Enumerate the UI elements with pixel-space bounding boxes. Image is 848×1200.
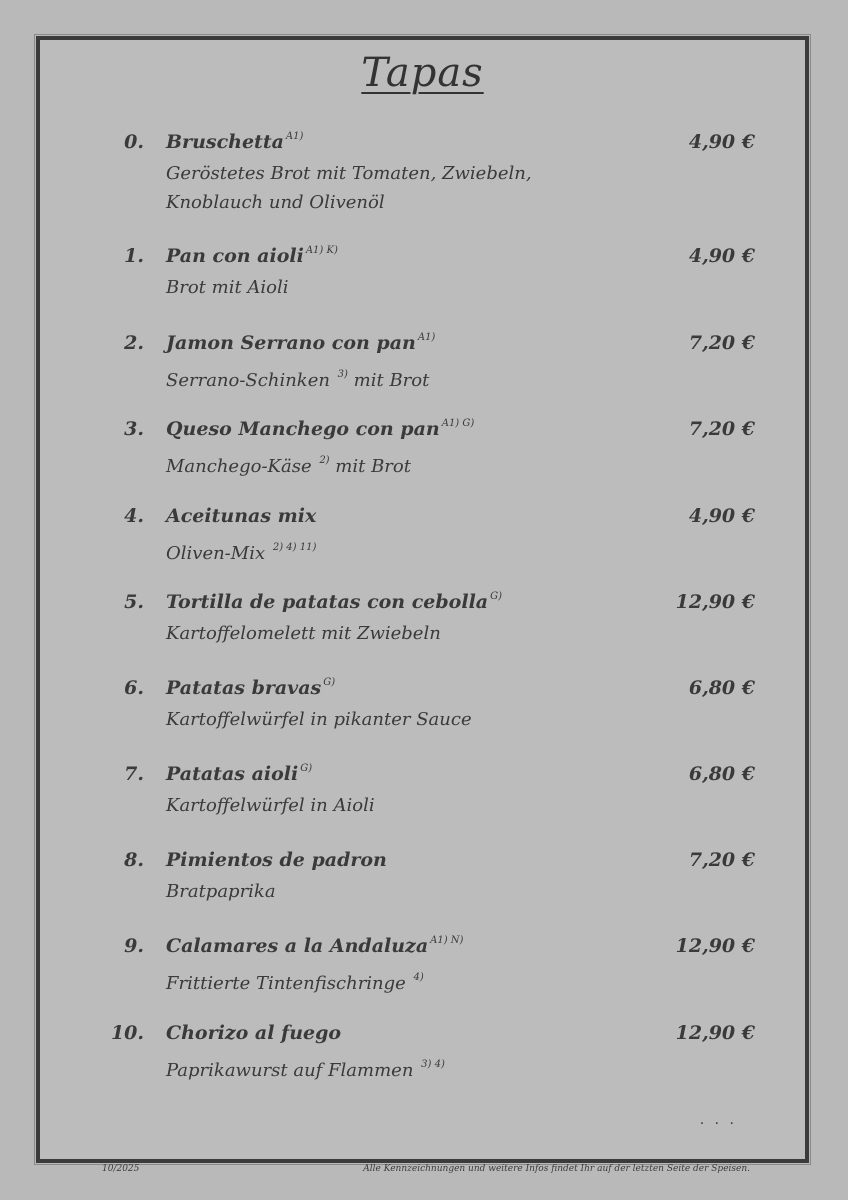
item-name-text: Pan con aioli — [166, 245, 304, 267]
item-name — [166, 1022, 341, 1044]
item-name — [166, 591, 502, 613]
item-name-text: Aceitunas mix — [166, 505, 317, 527]
item-description: Kartoffelomelett mit Zwiebeln — [166, 623, 441, 644]
description-text: Paprikawurst auf Flammen — [166, 1060, 420, 1081]
description-text: Serrano-Schinken — [166, 370, 336, 391]
item-name-text: Patatas bravas — [166, 677, 322, 699]
item-name-text: Patatas aioli — [166, 763, 299, 785]
item-number: 4. — [124, 505, 144, 527]
item-name-text: Bruschetta — [166, 131, 284, 153]
item-price: 7,20 € — [688, 849, 755, 871]
allergen-note: A1) G) — [441, 418, 475, 429]
item-price: 6,80 € — [688, 677, 755, 699]
item-description — [166, 533, 586, 568]
item-name — [166, 418, 474, 440]
item-name — [166, 935, 463, 957]
item-description — [166, 1050, 586, 1085]
item-price: 4,90 € — [688, 505, 755, 527]
description-text-suffix: mit Brot — [347, 370, 430, 391]
menu-frame — [36, 36, 809, 1163]
item-number: 1. — [124, 245, 144, 267]
item-number: 10. — [110, 1022, 144, 1044]
description-text: Manchego-Käse — [166, 456, 318, 477]
allergen-note: G) — [490, 591, 502, 602]
item-description — [166, 963, 586, 998]
item-description: Bratpaprika — [166, 881, 276, 902]
item-name-text: Calamares a la Andaluza — [166, 935, 429, 957]
item-price: 7,20 € — [688, 418, 755, 440]
item-number: 2. — [124, 332, 144, 354]
item-name — [166, 245, 338, 267]
additive-note: 3) 4) — [421, 1059, 445, 1070]
item-price: 7,20 € — [688, 332, 755, 354]
item-description — [166, 360, 586, 395]
item-price: 4,90 € — [688, 245, 755, 267]
allergen-note: A1) — [285, 131, 304, 142]
item-name-text: Pimientos de padron — [166, 849, 387, 871]
additive-note: 4) — [413, 972, 424, 983]
description-text: Oliven-Mix — [166, 543, 271, 564]
continuation-ellipsis: . . . — [699, 1112, 737, 1128]
item-number: 7. — [124, 763, 144, 785]
item-description: Kartoffelwürfel in Aioli — [166, 795, 375, 816]
item-name — [166, 332, 435, 354]
item-name — [166, 677, 335, 699]
allergen-note: G) — [323, 677, 336, 688]
item-name-text: Queso Manchego con pan — [166, 418, 440, 440]
item-name — [166, 763, 312, 785]
item-number: 8. — [124, 849, 144, 871]
item-price: 12,90 € — [675, 591, 755, 613]
item-description — [166, 446, 586, 481]
allergen-note: A1) — [417, 332, 436, 343]
item-number: 3. — [124, 418, 144, 440]
allergen-note: G) — [300, 763, 313, 774]
description-text-suffix: mit Brot — [329, 456, 411, 477]
item-description: Kartoffelwürfel in pikanter Sauce — [166, 709, 472, 730]
item-price: 12,90 € — [675, 935, 755, 957]
allergen-note: A1) N) — [430, 935, 464, 946]
allergen-note: A1) K) — [305, 245, 338, 256]
item-name-text: Tortilla de patatas con cebolla — [166, 591, 489, 613]
item-number: 9. — [124, 935, 144, 957]
item-name — [166, 505, 316, 527]
footer-note: Alle Kennzeichnungen und weitere Infos findet Ihr auf der letzten Seite der Speisen. — [363, 1164, 750, 1174]
additive-note: 2) 4) 11) — [272, 542, 317, 553]
item-number: 0. — [124, 131, 144, 153]
description-text: Frittierte Tintenfischringe — [166, 973, 412, 994]
page-title: Tapas — [361, 50, 484, 96]
item-price: 6,80 € — [688, 763, 755, 785]
footer-date: 10/2025 — [102, 1164, 140, 1174]
item-name-text: Chorizo al fuego — [166, 1022, 342, 1044]
additive-note: 2) — [319, 455, 330, 466]
item-number: 5. — [124, 591, 144, 613]
item-description: Geröstetes Brot mit Tomaten, Zwiebeln, Knoblauch und Olivenöl — [166, 163, 532, 213]
item-name — [166, 131, 303, 153]
item-price: 12,90 € — [675, 1022, 755, 1044]
item-name-text: Jamon Serrano con pan — [166, 332, 416, 354]
item-price: 4,90 € — [688, 131, 755, 153]
additive-note: 3) — [337, 369, 348, 380]
item-number: 6. — [124, 677, 144, 699]
item-name — [166, 849, 387, 871]
item-description: Brot mit Aioli — [166, 277, 289, 298]
